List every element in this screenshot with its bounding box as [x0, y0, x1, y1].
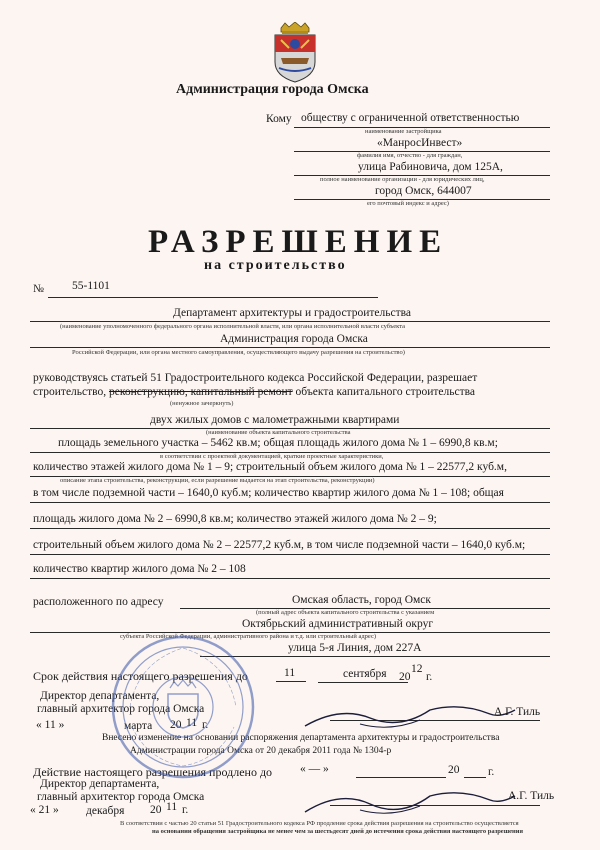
- extension-year-suffix: г.: [488, 766, 495, 778]
- official-seal-stamp: [108, 632, 258, 782]
- underground-rule: [30, 502, 550, 503]
- object-name: двух жилых домов с малометражными квартирами: [150, 414, 400, 426]
- apartments2-rule: [30, 578, 550, 579]
- extension-year-prefix: 20: [448, 764, 460, 776]
- signature-2-month: декабря: [86, 805, 125, 817]
- document-title: РАЗРЕШЕНИЕ: [148, 224, 449, 260]
- handwritten-signature-1: [300, 696, 520, 736]
- signature-2-year-suffix: г.: [182, 804, 189, 816]
- validity-label: Срок действия настоящего разрешения до: [33, 669, 248, 683]
- extension-label: Действие настоящего разрешения продлено до: [33, 765, 273, 779]
- volume2-rule: [30, 554, 550, 555]
- signature-1-day-value: 11: [44, 719, 56, 731]
- city-coat-of-arms-emblem: [271, 22, 319, 84]
- recipient-line-3: улица Рабиновича, дом 125А,: [358, 161, 503, 173]
- volume-house-2-text: строительный объем жилого дома № 2 – 22577,2 куб.м, в том числе подземной части – 1640,0 куб.м;: [33, 539, 526, 551]
- apartments-house-2-text: количество квартир жилого дома № 2 – 108: [33, 563, 246, 575]
- signature-2-name: А.Г. Тиль: [508, 790, 555, 802]
- issuing-administration: Администрация города Омска: [220, 333, 368, 345]
- recipient-line-4: город Омск, 644007: [375, 185, 472, 197]
- handwritten-signature-2: [300, 780, 520, 820]
- signature-2-day: « 21 »: [30, 804, 59, 816]
- signature-1-day: « 11 »: [36, 719, 65, 731]
- signature-2-year-prefix: 20: [150, 804, 162, 816]
- recipient-caption-4: его почтовый индекс и адрес): [367, 200, 449, 207]
- signature-1-name: А.Г. Тиль: [494, 706, 541, 718]
- construction-word: строительство,: [33, 386, 107, 398]
- dept-caption: (наименование уполномоченного федерального органа исполнительной власти, или органа исполнительной власти субъекта: [60, 323, 406, 330]
- address-district: Октябрьский административный округ: [242, 618, 434, 630]
- strike-caption: (ненужное зачеркнуть): [170, 400, 234, 407]
- address-region: Омская область, город Омск: [292, 594, 431, 606]
- underground-house-1-text: в том числе подземной части – 1640,0 куб.м; количество квартир жилого дома № 1 – 108; общая: [33, 487, 504, 499]
- address-street: улица 5-я Линия, дом 227А: [288, 642, 422, 654]
- signature-1-year-prefix: 20: [170, 719, 182, 731]
- amendment-line-2: Администрации города Омска от 20 декабря 2011 года № 1304-р: [130, 746, 392, 756]
- issuing-department: Департамент архитектуры и градостроительства: [173, 307, 411, 319]
- signature-1-year-suffix: г.: [202, 719, 209, 731]
- extension-day-value: —: [308, 763, 321, 775]
- admin-caption: Российской Федерации, или органа местного самоуправления, осуществляющего выдачу разрешения на строительство): [72, 349, 405, 356]
- recipient-line-2: «МанросИнвест»: [377, 137, 463, 149]
- area2-rule: [30, 528, 550, 529]
- signature-2-year: 11: [166, 801, 178, 813]
- floors-caption: описание этапа строительства, реконструкции, если разрешение выдается на этап строительства, реконструкции): [60, 477, 375, 484]
- construction-object-word: объекта капитального строительства: [295, 386, 476, 398]
- recipient-caption-1: наименование застройщика: [365, 128, 442, 135]
- extension-month-rule: [356, 777, 446, 778]
- permit-number: 55-1101: [72, 280, 110, 292]
- signature-1-title-line-2: главный архитектор города Омска: [37, 703, 205, 715]
- amendment-line-1: Внесено изменение на основании распоряжения департамента архитектуры и градостроительства: [102, 733, 500, 743]
- address-label: расположенного по адресу: [33, 596, 164, 608]
- signature-1-title-line-1: Директор департамента,: [40, 690, 160, 702]
- validity-year-suffix: г.: [426, 671, 433, 683]
- construction-line: [33, 386, 475, 398]
- struck-options: реконструкцию, капитальный ремонт: [109, 386, 293, 398]
- recipient-caption-3: полное наименование организации - для юридических лиц,: [320, 176, 485, 183]
- recipient-line-1: обществу с ограниченной ответственностью: [301, 112, 520, 124]
- signature-2-day-value: 21: [38, 804, 51, 816]
- signature-2-title-line-2: главный архитектор города Омска: [37, 791, 205, 803]
- validity-day-rule: [276, 681, 306, 682]
- extension-day: « — »: [300, 763, 329, 775]
- admin-rule: [30, 347, 550, 348]
- document-subtitle: на строительство: [204, 258, 347, 273]
- permit-number-rule: [48, 297, 378, 298]
- footer-note-line-2: на основании обращения застройщика не менее чем за шестьдесят дней до истечения срока действия настоящего разрешения: [152, 828, 524, 835]
- signature-2-title-line-1: Директор департамента,: [40, 778, 160, 790]
- land-area-text: площадь земельного участка – 5462 кв.м; общая площадь жилого дома № 1 – 6990,8 кв.м;: [58, 437, 498, 449]
- area-house-2-text: площадь жилого дома № 2 – 6990,8 кв.м; количество этажей жилого дома № 2 – 9;: [33, 513, 437, 525]
- legal-basis-text: руководствуясь статьей 51 Градостроительного кодекса Российской Федерации, разрешает: [33, 372, 478, 384]
- administration-title: Администрация города Омска: [176, 82, 369, 97]
- validity-day: 11: [284, 667, 296, 679]
- area-caption: в соответствии с проектной документацией, краткие проектные характеристики,: [160, 453, 384, 460]
- extension-year-rule: [464, 777, 486, 778]
- validity-month-rule: [318, 682, 408, 683]
- object-caption: (наименование объекта капитального строительства: [206, 429, 351, 436]
- floors-house-1-text: количество этажей жилого дома № 1 – 9; строительный объем жилого дома № 1 – 22577,2 куб.м,: [33, 461, 507, 473]
- address-caption-2: субъекта Российской Федерации, административного района и т.д. или строительный адрес): [120, 633, 376, 640]
- validity-year-prefix: 20: [399, 671, 411, 683]
- signature-1-month: марта: [124, 720, 153, 732]
- validity-year: 12: [411, 663, 423, 675]
- footer-note-line-1: В соответствии с частью 20 статьи 51 Градостроительного кодекса РФ продление срока действия разрешения на строительство осуществляется: [120, 820, 519, 827]
- validity-month: сентября: [343, 668, 387, 680]
- permit-number-label: №: [33, 283, 44, 295]
- signature-1-year: 11: [186, 717, 198, 729]
- address-caption-1: (полный адрес объекта капитального строительства с указанием: [256, 609, 435, 616]
- recipient-caption-2: фамилия имя, отчество - для граждан,: [357, 152, 463, 159]
- recipient-label: Кому: [266, 113, 292, 125]
- dept-rule: [30, 321, 550, 322]
